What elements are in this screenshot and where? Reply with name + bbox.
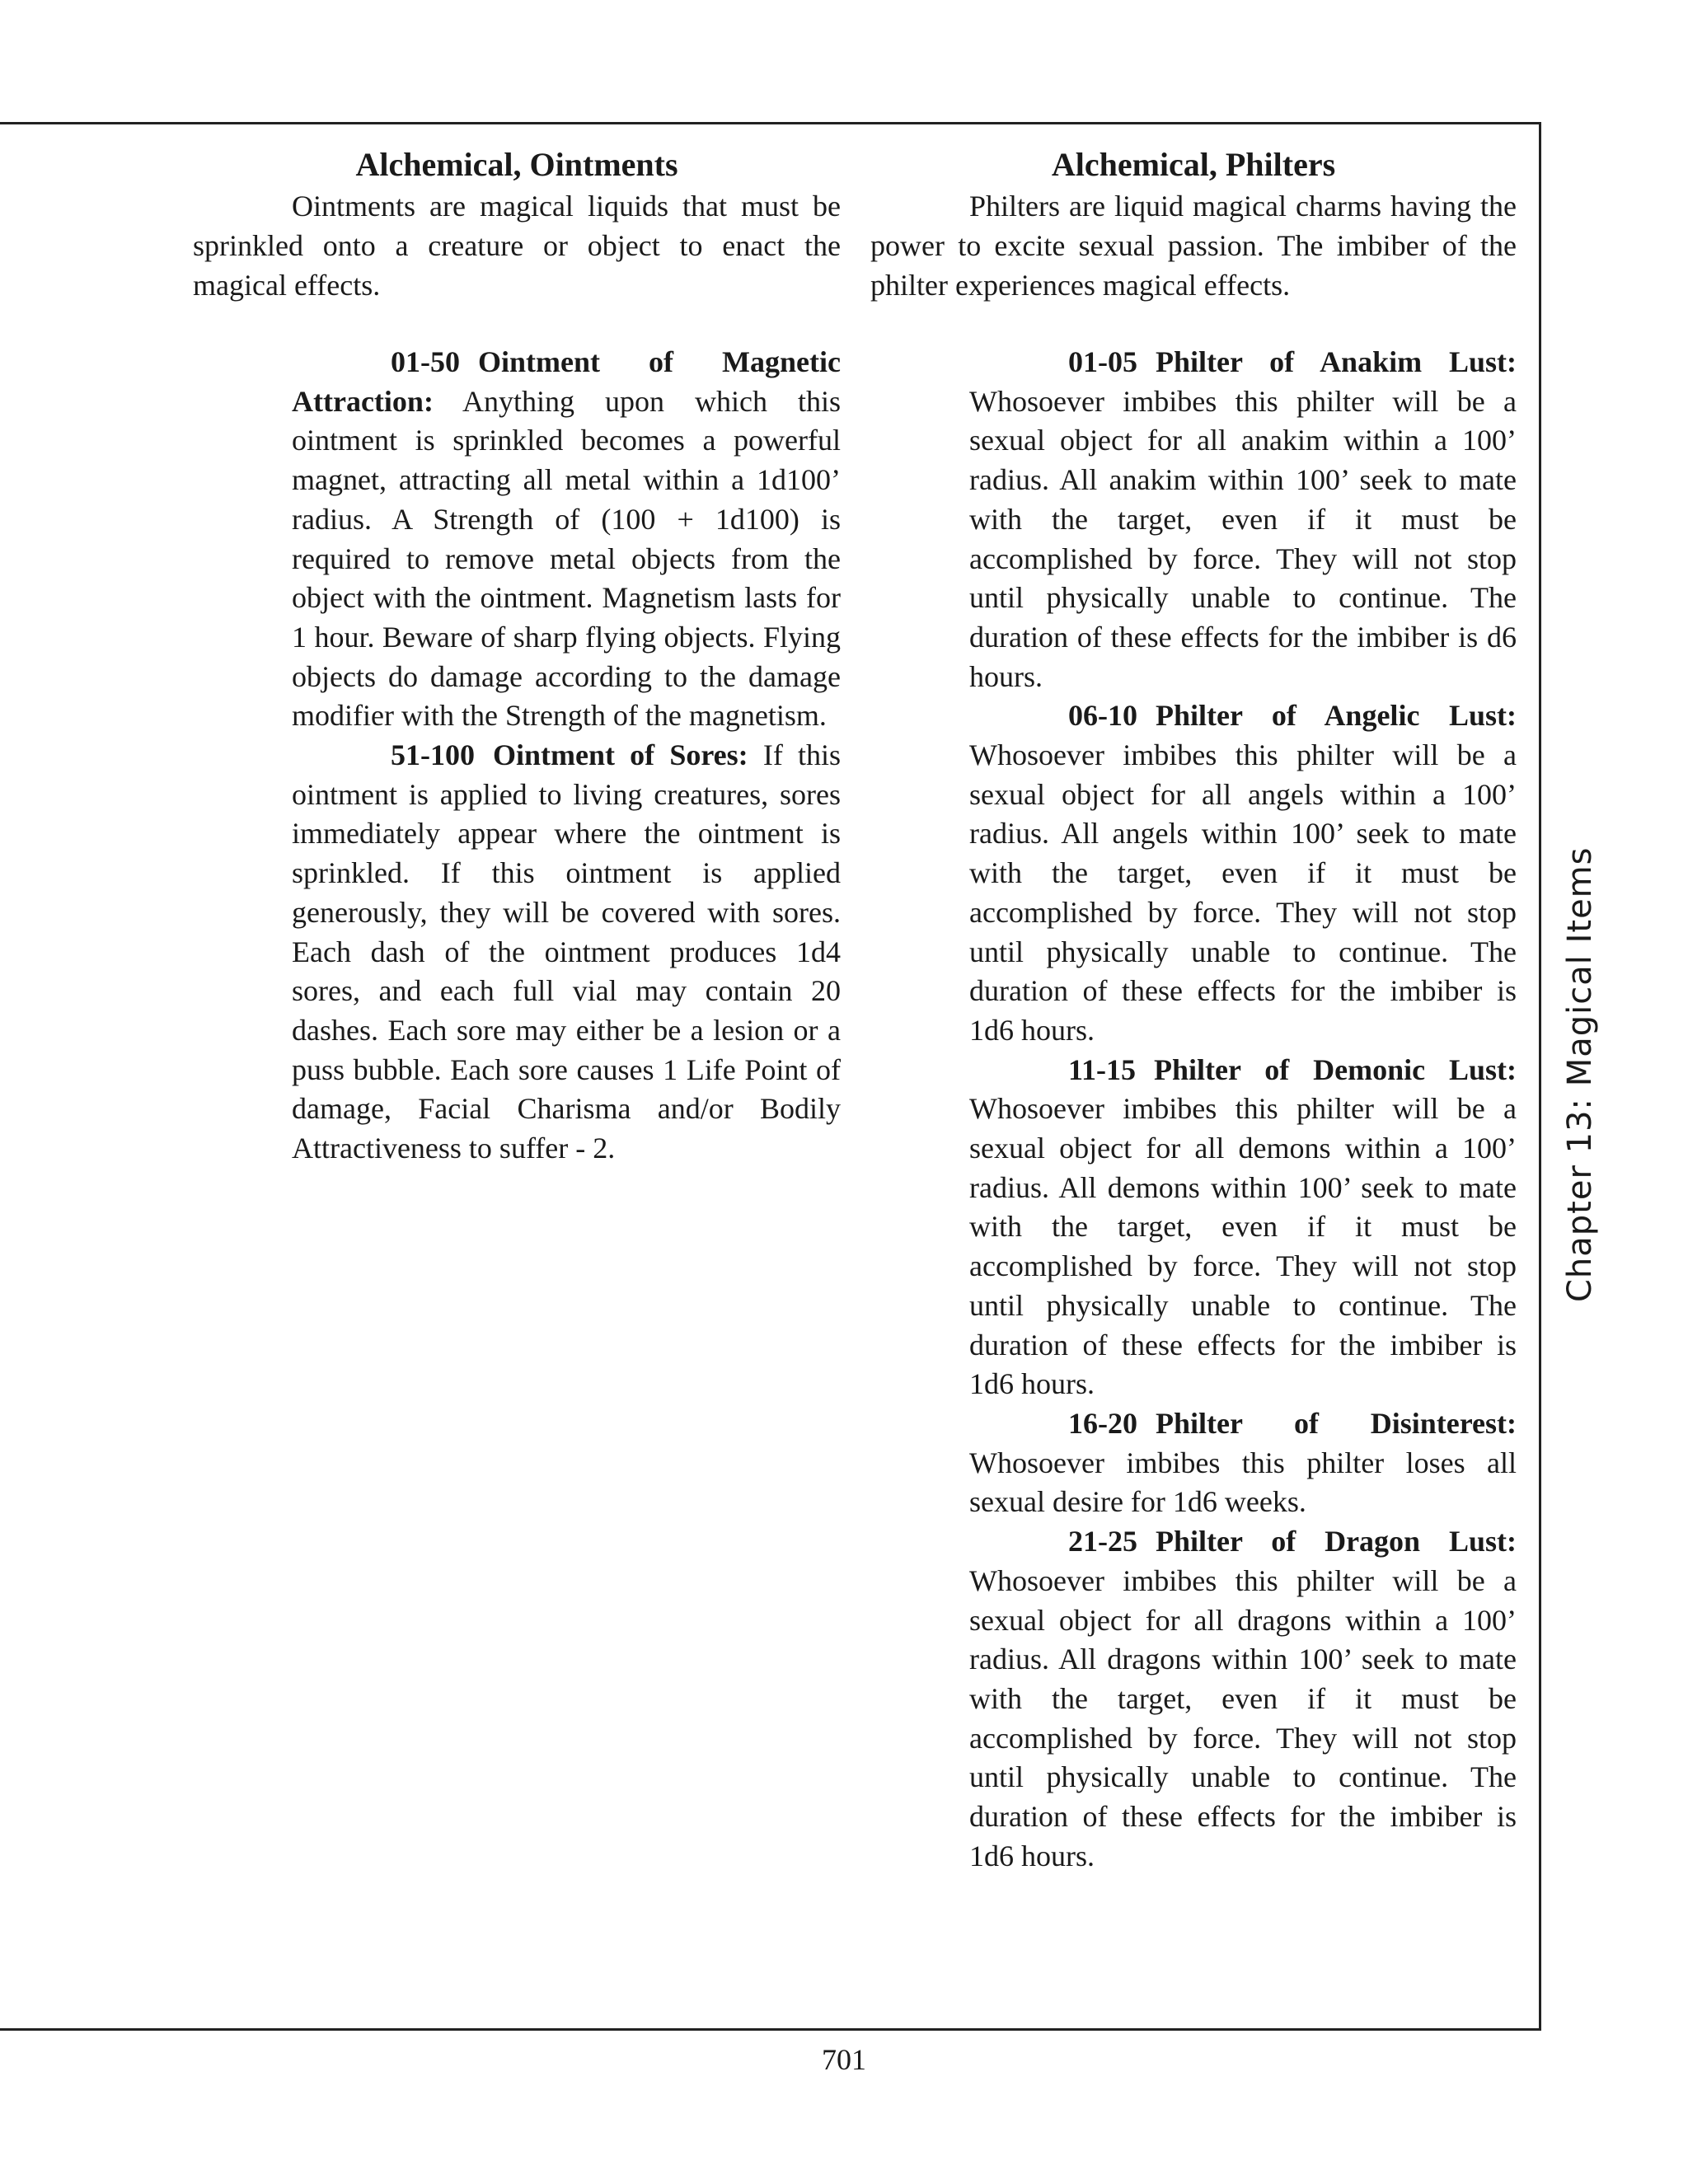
entry-text: If this ointment is applied to living creatures, sores immediately appear where the ointment is sprinkled. If this ointment is applied generously, they will be covered with sores. Each dash of the ointment produces 1d4 sores, and each full vial may contain 20 dashes. Each sore may either be a lesion or a puss bubble. Each sore causes 1 Life Point of damage, Facial Charisma and/or Bodily Attractiveness to suffer - 2. [292, 738, 841, 1165]
entry-range: 11-15 [1068, 1052, 1137, 1086]
page-number: 701 [822, 2043, 866, 2076]
philter-entry [969, 343, 1517, 696]
philters-intro: Philters are liquid magical charms having the power to excite sexual passion. The imbiber of the philter experiences magical effects. [870, 190, 1517, 302]
ointments-entries [193, 343, 841, 1169]
entry-range: 16-20 [1068, 1406, 1137, 1440]
entry-name: Ointment of Magnetic Attraction: [292, 345, 841, 418]
philters-column [870, 145, 1517, 1876]
chapter-label: Chapter 13: Magical Items [1561, 846, 1599, 1302]
ointment-entry [292, 343, 841, 736]
entry-name: Philter of Anakim Lust: [1156, 345, 1517, 378]
entry-text: Whosoever imbibes this philter loses all sexual desire for 1d6 weeks. [969, 1446, 1517, 1519]
ointments-heading: Alchemical, Ointments [355, 146, 678, 183]
entry-text: Anything upon which this ointment is sprinkled becomes a powerful magnet, attracting all metal within a 1d100’ radius. A Strength of (100 + 1d100) is required to remove metal objects from the object with the ointment. Magnetism lasts for 1 hour. Beware of sharp flying objects. Flying objects do damage according to the damage modifier with the Strength of the magnetism. [292, 384, 841, 733]
entry-range: 51-100 [391, 738, 475, 772]
entry-text: Whosoever imbibes this philter will be a sexual object for all angels within a 100’ radius. All angels within 100’ seek to mate with the target, even if it must be accomplished by force. They will not stop until physically unable to continue. The duration of these effects for the imbiber is 1d6 hours. [969, 738, 1517, 1047]
entry-name: Philter of Disinterest: [1156, 1406, 1517, 1440]
entry-range: 06-10 [1068, 699, 1137, 733]
ointments-intro: Ointments are magical liquids that must be sprinkled onto a creature or object to enact the magical effects. [193, 190, 841, 302]
entry-name: Philter of Demonic Lust: [1154, 1052, 1517, 1086]
entry-range: 01-50 [391, 345, 460, 378]
entry-name: Ointment of Sores: [493, 738, 748, 772]
ointment-entry [292, 736, 841, 1169]
entry-text: Whosoever imbibes this philter will be a sexual object for all anakim within a 100’ radius. All anakim within 100’ seek to mate with the target, even if it must be accomplished by force. They will not stop until physically unable to continue. The duration of these effects for the imbiber is d6 hours. [969, 384, 1517, 693]
philter-entry [969, 1404, 1517, 1522]
entry-range: 21-25 [1068, 1525, 1137, 1558]
philter-entry [969, 1522, 1517, 1876]
entry-name: Philter of Angelic Lust: [1156, 699, 1517, 733]
ointments-column [193, 145, 841, 1169]
entry-name: Philter of Dragon Lust: [1156, 1525, 1517, 1558]
philters-entries [870, 343, 1517, 1876]
philter-entry [969, 696, 1517, 1050]
entry-range: 01-05 [1068, 345, 1137, 378]
philter-entry [969, 1051, 1517, 1404]
entry-text: Whosoever imbibes this philter will be a sexual object for all dragons within a 100’ radius. All dragons within 100’ seek to mate with the target, even if it must be accomplished by force. They will not stop until physically unable to continue. The duration of these effects for the imbiber is 1d6 hours. [969, 1563, 1517, 1872]
philters-heading: Alchemical, Philters [1051, 146, 1336, 183]
entry-text: Whosoever imbibes this philter will be a sexual object for all demons within a 100’ radius. All demons within 100’ seek to mate with the target, even if it must be accomplished by force. They will not stop until physically unable to continue. The duration of these effects for the imbiber is 1d6 hours. [969, 1092, 1517, 1401]
